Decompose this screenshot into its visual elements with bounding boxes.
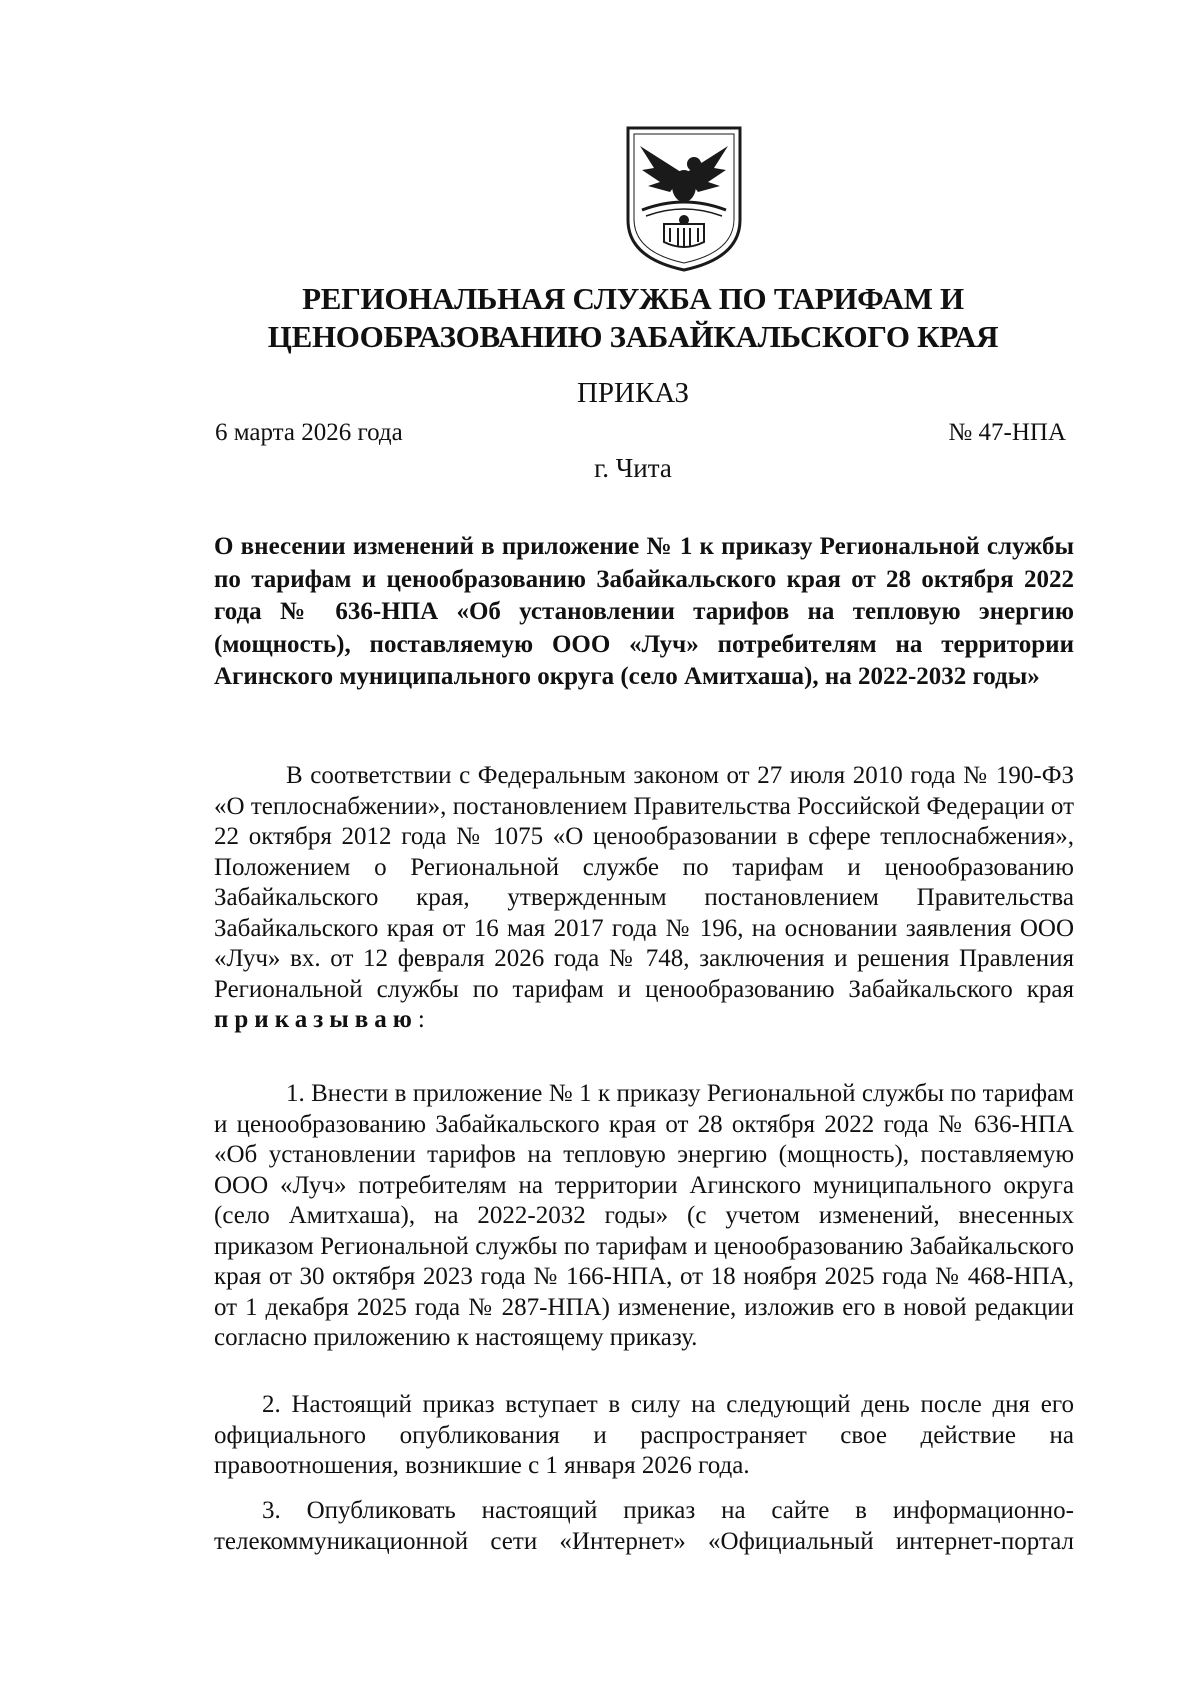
document-heading: О внесении изменений в приложение № 1 к приказу Региональной службы по тарифам и ценообразованию Забайкальского края от 28 октября 2022 года № 636-НПА «Об установлении тарифов на тепловую энергию (мощность), поставляемую ООО «Луч» потребителям на территории Агинского муниципального округа (село Амитхаша), на 2022-2032 годы» <box>214 533 1074 690</box>
order-title: ПРИКАЗ <box>576 377 690 409</box>
paragraph-2: 2. Настоящий приказ вступает в силу на следующий день после дня его официального опубликования и распространяет свое действие на правоотношения, возникшие с 1 января 2026 года. <box>214 1391 1074 1479</box>
intro-paragraph <box>214 761 1074 1036</box>
organization-name-line2: ЦЕНООБРАЗОВАНИЮ ЗАБАЙКАЛЬСКОГО КРАЯ <box>267 319 999 354</box>
organization-name-line1: РЕГИОНАЛЬНАЯ СЛУЖБА ПО ТАРИФАМ И <box>302 281 964 316</box>
order-colon: : <box>417 1006 425 1033</box>
order-word: приказываю <box>214 1006 418 1033</box>
order-city: г. Чита <box>594 453 672 483</box>
coat-of-arms-icon <box>624 124 744 272</box>
order-date: 6 марта 2026 года <box>215 419 403 446</box>
order-number: № 47-НПА <box>948 419 1066 446</box>
paragraph-1: 1. Внести в приложение № 1 к приказу Региональной службы по тарифам и ценообразованию Забайкальского края от 28 октября 2022 года № 636-НПА «Об установлении тарифов на тепловую энергию (мощность), поставляемую ООО «Луч» потребителям на территории Агинского муниципального округа (село Амитхаша), на 2022-2032 годы» (с учетом изменений, внесенных приказом Региональной службы по тарифам и ценообразованию Забайкальского края от 30 октября 2023 года № 166-НПА, от 18 ноября 2025 года № 468-НПА, от 1 декабря 2025 года № 287-НПА) изменение, изложив его в новой редакции согласно приложению к настоящему приказу. <box>214 1080 1074 1351</box>
organization-name <box>200 280 1066 356</box>
intro-text: В соответствии с Федеральным законом от 27 июля 2010 года № 190-ФЗ «О теплоснабжении», постановлением Правительства Российской Федерации от 22 октября 2012 года № 1075 «О ценообразовании в сфере теплоснабжения», Положением о Региональной службе по тарифам и ценообразованию Забайкальского края, утвержденным постановлением Правительства Забайкальского края от 16 мая 2017 года № 196, на основании заявления ООО «Луч» вх. от 12 февраля 2026 года № 748, заключения и решения Правления Региональной службы по тарифам и ценообразованию Забайкальского края <box>214 762 1074 1003</box>
paragraph-3: 3. Опубликовать настоящий приказ на сайте в информационно-телекоммуникационной сети «Интернет» «Официальный интернет-портал <box>214 1497 1074 1555</box>
